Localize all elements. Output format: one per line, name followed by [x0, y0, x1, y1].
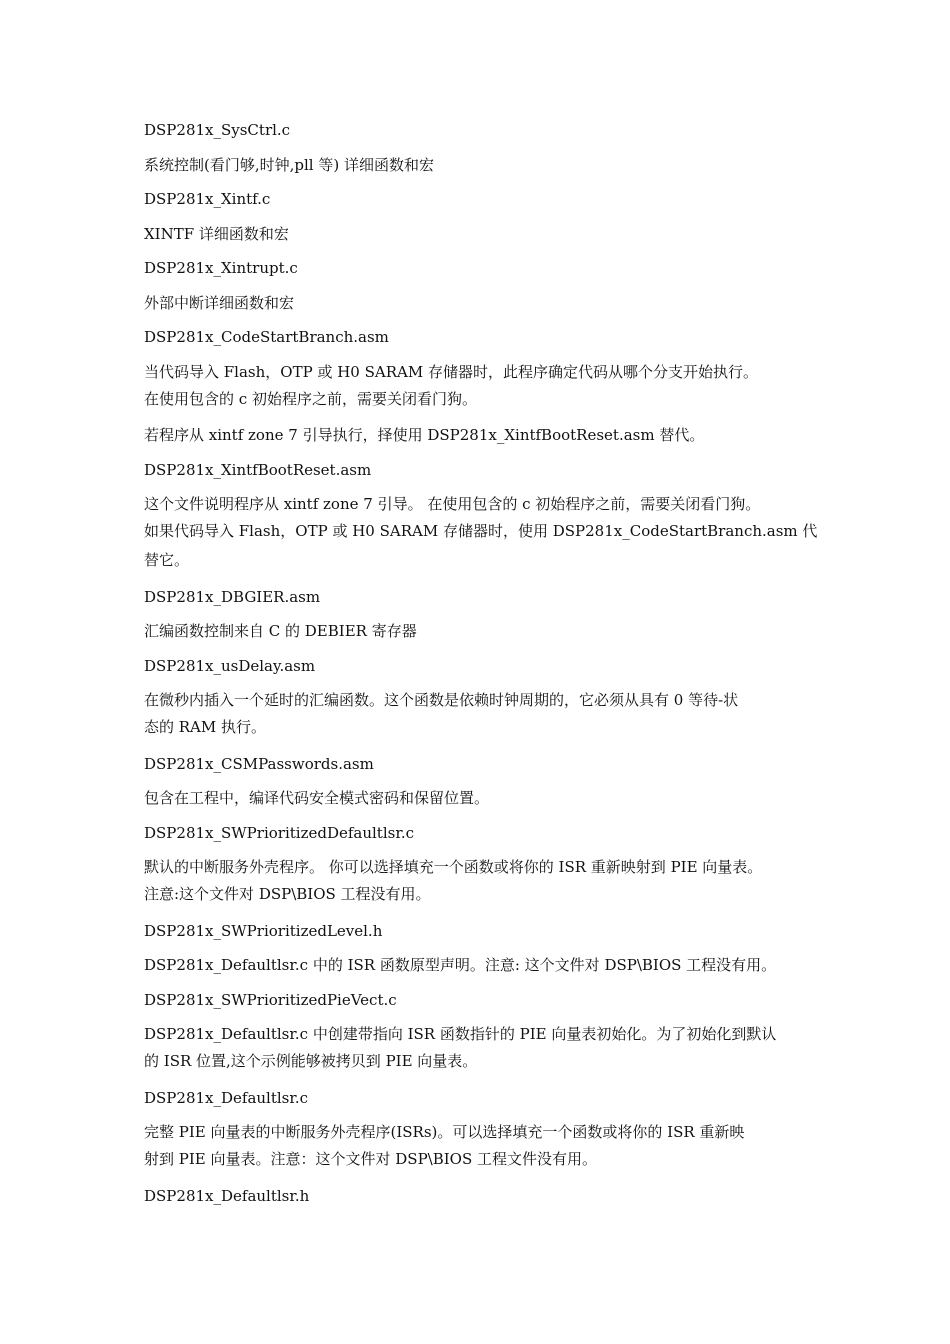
file-heading: DSP281x_Xintrupt.c: [144, 259, 298, 277]
paragraph-line: 射到 PIE 向量表。注意：这个文件对 DSP\BIOS 工程文件没有用。: [144, 1150, 598, 1168]
file-heading: DSP281x_CSMPasswords.asm: [144, 754, 374, 773]
paragraph-line: DSP281x_Defaultlsr.c 中的 ISR 函数原型声明。注意: 这个文件对 DSP\BIOS 工程没有用。: [144, 956, 777, 974]
description-paragraph: [144, 359, 834, 414]
paragraph-line: 外部中断详细函数和宏: [144, 293, 295, 312]
paragraph-line: 态的 RAM 执行。: [144, 718, 267, 736]
paragraph-line: 当代码导入 Flash，OTP 或 H0 SARAM 存储器时，此程序确定代码从哪个分支开始执行。: [144, 362, 758, 381]
description-paragraph: [144, 152, 834, 178]
file-heading: DSP281x_CodeStartBranch.asm: [144, 328, 389, 346]
paragraph-line: 在使用包含的 c 初始程序之前，需要关闭看门狗。: [144, 389, 477, 408]
paragraph-line: 完整 PIE 向量表的中断服务外壳程序(ISRs)。可以选择填充一个函数或将你的 ISR 重新映: [144, 1123, 745, 1141]
paragraph-line: 注意:这个文件对 DSP\BIOS 工程没有用。: [144, 885, 431, 903]
description-paragraph: [144, 422, 834, 448]
file-heading: DSP281x_Defaultlsr.c: [144, 1088, 309, 1107]
description-paragraph: [144, 618, 834, 644]
paragraph-line: 汇编函数控制来自 C 的 DEBIER 寄存器: [144, 622, 417, 640]
file-heading: DSP281x_XintfBootReset.asm: [144, 460, 372, 479]
paragraph-line: 替它。: [144, 551, 190, 569]
file-heading: DSP281x_usDelay.asm: [144, 656, 316, 675]
paragraph-line: 这个文件说明程序从 xintf zone 7 引导。 在使用包含的 c 初始程序之前，需要关闭看门狗。: [144, 495, 761, 513]
description-paragraph: [144, 1119, 834, 1174]
paragraph-line: 在微秒内插入一个延时的汇编函数。这个函数是依赖时钟周期的，它必须从具有 0 等待-状: [144, 691, 739, 709]
description-paragraph: [144, 785, 834, 811]
description-paragraph: [144, 221, 834, 247]
paragraph-line: 包含在工程中，编译代码安全模式密码和保留位置。: [144, 789, 490, 807]
file-heading: DSP281x_SWPrioritizedPieVect.c: [144, 990, 397, 1009]
description-paragraph: [144, 687, 834, 742]
file-heading: DSP281x_SysCtrl.c: [144, 121, 291, 139]
file-heading: DSP281x_SWPrioritizedDefaultlsr.c: [144, 823, 415, 842]
paragraph-line: 默认的中断服务外壳程序。 你可以选择填充一个函数或将你的 ISR 重新映射到 PIE 向量表。: [144, 858, 763, 876]
paragraph-line: 若程序从 xintf zone 7 引导执行，择使用 DSP281x_XintfBootReset.asm 替代。: [144, 426, 705, 444]
document-body: [144, 117, 834, 1217]
file-heading: DSP281x_SWPrioritizedLevel.h: [144, 921, 383, 940]
paragraph-line: 如果代码导入 Flash，OTP 或 H0 SARAM 存储器时，使用 DSP281x_CodeStartBranch.asm 代: [144, 522, 818, 540]
paragraph-line: XINTF 详细函数和宏: [144, 224, 289, 243]
file-heading: DSP281x_Xintf.c: [144, 190, 271, 208]
description-paragraph: [144, 854, 834, 909]
paragraph-line: DSP281x_Defaultlsr.c 中创建带指向 ISR 函数指针的 PIE 向量表初始化。为了初始化到默认: [144, 1025, 777, 1043]
description-paragraph: [144, 290, 834, 316]
paragraph-line: 的 ISR 位置,这个示例能够被拷贝到 PIE 向量表。: [144, 1052, 478, 1070]
file-heading: DSP281x_Defaultlsr.h: [144, 1186, 310, 1205]
description-paragraph: [144, 952, 834, 978]
file-heading: DSP281x_DBGIER.asm: [144, 587, 321, 606]
paragraph-line: 系统控制(看门够,时钟,pll 等) 详细函数和宏: [144, 155, 434, 174]
description-paragraph: [144, 1021, 834, 1076]
description-paragraph: [144, 491, 834, 575]
